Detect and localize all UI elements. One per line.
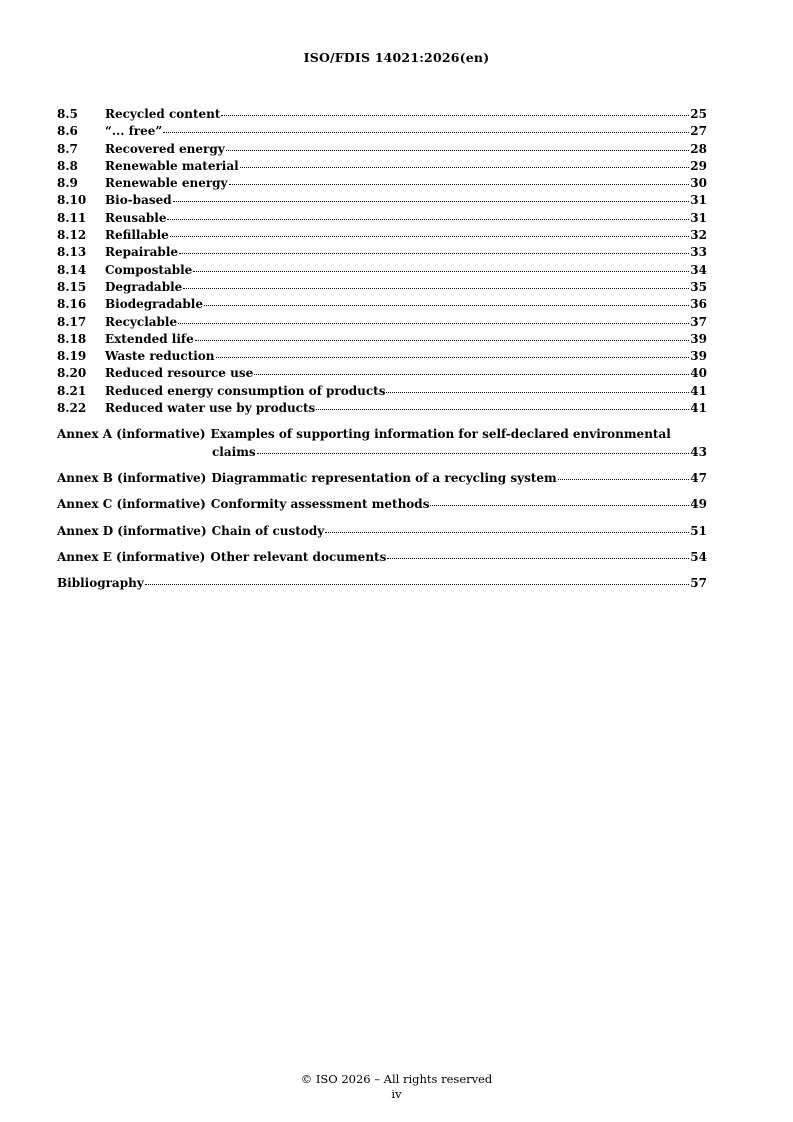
toc-page-number: 39 xyxy=(690,331,707,346)
leader-dots xyxy=(430,495,689,506)
toc-section-number: 8.17 xyxy=(57,314,87,329)
toc-section-title: Recyclable xyxy=(105,314,178,329)
leader-dots xyxy=(387,548,689,559)
toc-section-number: 8.6 xyxy=(57,124,78,139)
leader-dots xyxy=(173,191,690,202)
toc-entry[interactable] xyxy=(57,141,707,158)
toc-page-number: 49 xyxy=(690,497,707,512)
leader-dots xyxy=(183,278,689,289)
toc-entry[interactable] xyxy=(57,210,707,227)
toc-section-number: 8.5 xyxy=(57,107,78,121)
toc-page-number: 47 xyxy=(690,470,707,485)
leader-dots xyxy=(226,140,690,151)
leader-dots xyxy=(193,261,689,272)
toc-entry[interactable] xyxy=(57,175,707,192)
toc-section-title: Biodegradable xyxy=(105,297,203,312)
toc-annex-label: Annex E (informative) xyxy=(57,549,206,564)
toc-entry[interactable] xyxy=(57,244,707,261)
leader-dots xyxy=(257,443,690,454)
toc-entry[interactable] xyxy=(57,400,707,417)
toc-annex-a[interactable] xyxy=(57,426,707,461)
toc-page-number: 27 xyxy=(690,124,707,139)
page-number: iv xyxy=(391,1087,402,1101)
toc-section-title: Reduced resource use xyxy=(105,366,254,381)
table-of-contents xyxy=(57,106,707,592)
toc-section-entries xyxy=(57,106,707,417)
toc-annex-d[interactable] xyxy=(57,523,707,540)
toc-annex-label: Annex A (informative) xyxy=(57,427,206,442)
copyright-notice: © ISO 2026 – All rights reserved xyxy=(300,1072,493,1086)
toc-page-number: 41 xyxy=(690,383,707,398)
toc-annex-title-continuation: claims xyxy=(212,444,256,459)
toc-section-number: 8.7 xyxy=(57,141,78,156)
toc-section-number: 8.13 xyxy=(57,245,87,260)
toc-page-number: 35 xyxy=(690,279,707,294)
toc-section-number: 8.8 xyxy=(57,158,78,173)
document-header: ISO/FDIS 14021:2026(en) xyxy=(303,50,490,65)
toc-annex-title: Other relevant documents xyxy=(210,549,387,564)
leader-dots xyxy=(316,399,689,410)
toc-page-number: 36 xyxy=(690,297,707,312)
toc-section-title: Repairable xyxy=(105,245,179,260)
toc-section-number: 8.19 xyxy=(57,349,87,364)
toc-entry[interactable] xyxy=(57,314,707,331)
toc-entry[interactable] xyxy=(57,331,707,348)
toc-section-number: 8.10 xyxy=(57,193,87,208)
leader-dots xyxy=(170,226,689,237)
toc-section-title: Compostable xyxy=(105,262,193,277)
toc-entry[interactable] xyxy=(57,158,707,175)
toc-page-number: 41 xyxy=(690,401,707,416)
toc-page-number: 31 xyxy=(690,193,707,208)
toc-annex-title: Chain of custody xyxy=(211,523,325,538)
toc-page-number: 34 xyxy=(690,262,707,277)
toc-annex-b[interactable] xyxy=(57,470,707,487)
toc-section-title: Reduced water use by products xyxy=(105,401,316,416)
toc-entry[interactable] xyxy=(57,279,707,296)
toc-section-title: Recovered energy xyxy=(105,141,225,156)
toc-annex-e[interactable] xyxy=(57,549,707,566)
toc-entry[interactable] xyxy=(57,192,707,209)
toc-section-number: 8.9 xyxy=(57,176,78,191)
toc-section-title: Extended life xyxy=(105,331,194,346)
leader-dots xyxy=(167,209,689,220)
toc-bibliography[interactable] xyxy=(57,575,707,592)
toc-entry[interactable] xyxy=(57,296,707,313)
leader-dots xyxy=(145,574,690,585)
toc-entry[interactable] xyxy=(57,365,707,382)
toc-page-number: 33 xyxy=(690,245,707,260)
toc-section-title: Renewable energy xyxy=(105,176,228,191)
toc-page-number: 29 xyxy=(690,158,707,173)
toc-entry[interactable] xyxy=(57,227,707,244)
toc-annex-title: Conformity assessment methods xyxy=(210,497,430,512)
toc-page-number: 39 xyxy=(690,349,707,364)
toc-entry[interactable] xyxy=(57,123,707,140)
toc-section-number: 8.11 xyxy=(57,210,87,225)
toc-page-number: 25 xyxy=(690,107,707,121)
toc-section-title: “... free” xyxy=(105,124,163,139)
toc-bibliography-title: Bibliography xyxy=(57,576,144,591)
toc-entry[interactable] xyxy=(57,262,707,279)
leader-dots xyxy=(221,105,689,116)
toc-page-number: 30 xyxy=(690,176,707,191)
toc-section-number: 8.16 xyxy=(57,297,87,312)
leader-dots xyxy=(163,122,689,133)
toc-annex-label: Annex B (informative) xyxy=(57,470,207,485)
toc-annex-label: Annex C (informative) xyxy=(57,497,206,512)
toc-page-number: 32 xyxy=(690,228,707,243)
toc-section-title: Reusable xyxy=(105,210,167,225)
toc-section-number: 8.20 xyxy=(57,366,87,381)
leader-dots xyxy=(216,347,690,358)
toc-section-number: 8.18 xyxy=(57,331,87,346)
toc-page-number: 51 xyxy=(690,523,707,538)
toc-page-number: 31 xyxy=(690,210,707,225)
toc-entry[interactable] xyxy=(57,348,707,365)
toc-section-title: Reduced energy consumption of products xyxy=(105,383,386,398)
toc-section-title: Degradable xyxy=(105,279,183,294)
toc-section-number: 8.21 xyxy=(57,383,87,398)
toc-section-number: 8.15 xyxy=(57,279,87,294)
leader-dots xyxy=(178,313,689,324)
toc-section-title: Renewable material xyxy=(105,158,239,173)
toc-entry[interactable] xyxy=(57,383,707,400)
leader-dots xyxy=(179,243,689,254)
leader-dots xyxy=(254,364,689,375)
leader-dots xyxy=(240,157,690,168)
leader-dots xyxy=(195,330,690,341)
toc-annex-label: Annex D (informative) xyxy=(57,523,207,538)
leader-dots xyxy=(204,295,689,306)
leader-dots xyxy=(558,469,690,480)
toc-section-number: 8.22 xyxy=(57,401,87,416)
toc-entry[interactable] xyxy=(57,106,707,123)
toc-section-number: 8.14 xyxy=(57,262,87,277)
toc-page-number: 54 xyxy=(690,549,707,564)
toc-annex-title: Diagrammatic representation of a recycling system xyxy=(211,470,557,485)
leader-dots xyxy=(386,382,689,393)
toc-page-number: 37 xyxy=(690,314,707,329)
toc-section-title: Bio-based xyxy=(105,193,172,208)
toc-section-number: 8.12 xyxy=(57,228,87,243)
toc-annex-c[interactable] xyxy=(57,496,707,513)
leader-dots xyxy=(229,174,690,185)
toc-annex-title: Examples of supporting information for self-declared environmental xyxy=(210,427,671,442)
toc-page-number: 57 xyxy=(690,576,707,591)
toc-section-title: Waste reduction xyxy=(105,349,215,364)
page-footer xyxy=(0,1072,793,1102)
leader-dots xyxy=(325,522,689,533)
toc-page-number: 28 xyxy=(690,141,707,156)
toc-section-title: Refillable xyxy=(105,228,169,243)
toc-page-number: 40 xyxy=(690,366,707,381)
toc-page-number: 43 xyxy=(690,444,707,459)
toc-section-title: Recycled content xyxy=(105,107,221,121)
